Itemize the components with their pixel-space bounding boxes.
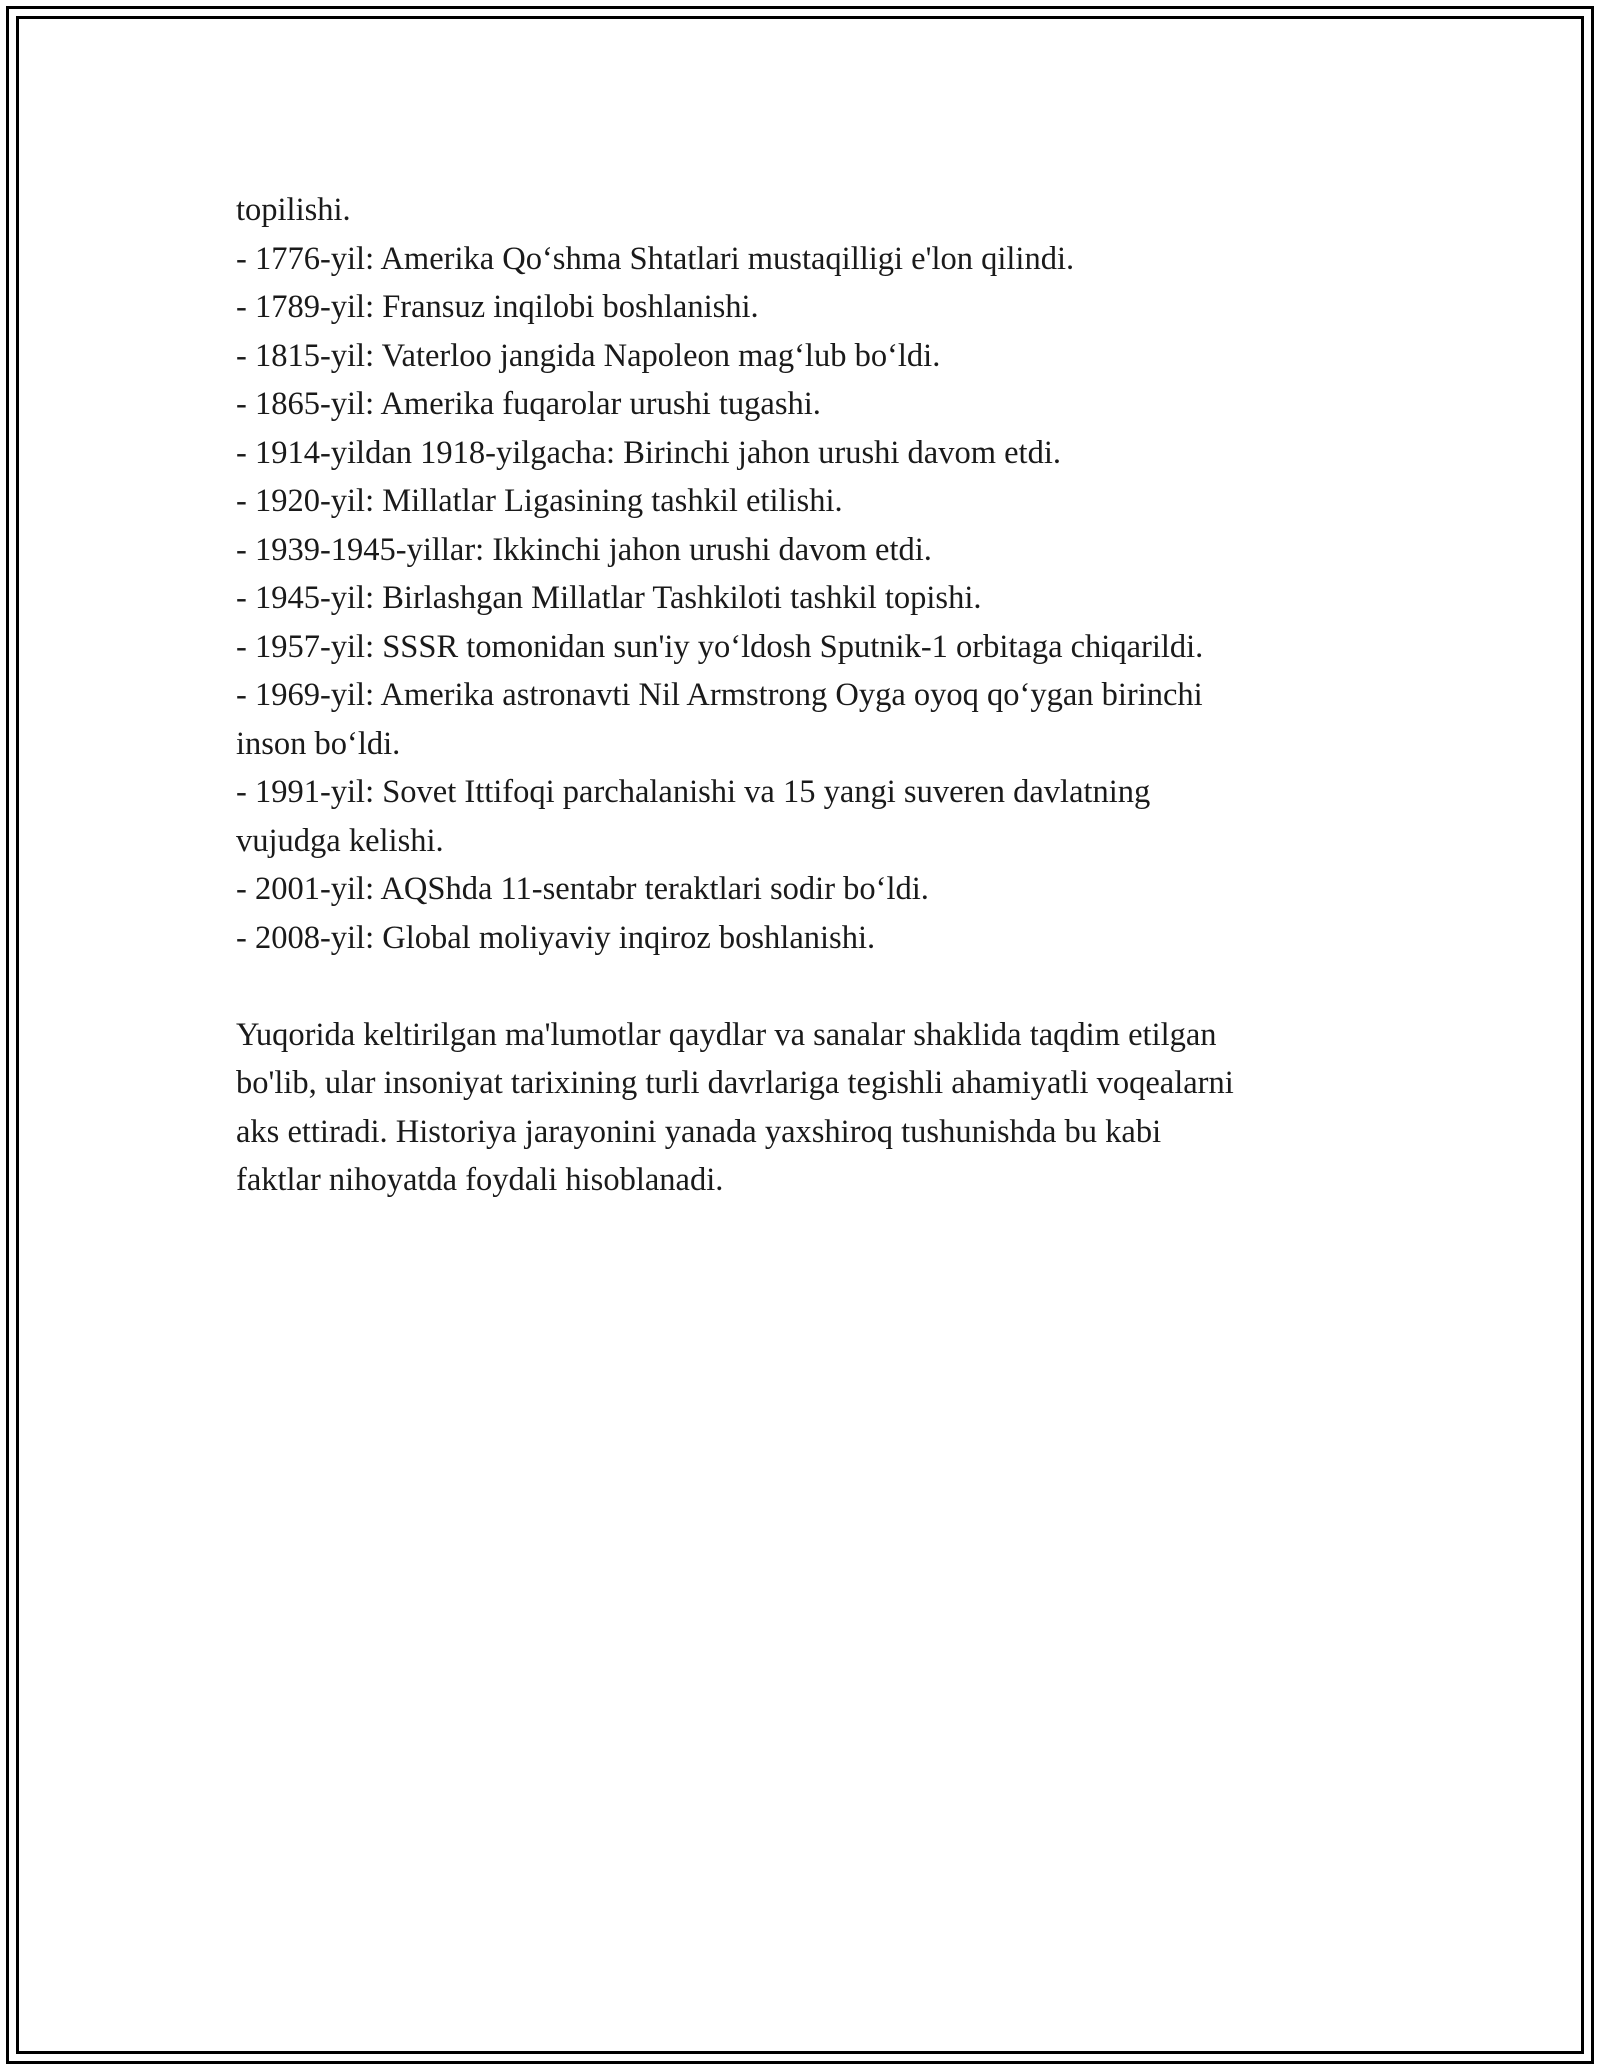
timeline-item: - 1991-yil: Sovet Ittifoqi parchalanishi va 15 yangi suveren davlatning [236, 774, 1151, 810]
timeline-item: - 1776-yil: Amerika Qo‘shma Shtatlari mustaqilligi e'lon qilindi. [236, 240, 1075, 277]
timeline-item: - 2001-yil: AQShda 11-sentabr teraktlari sodir bo‘ldi. [236, 871, 929, 907]
paragraph-line: faktlar nihoyatda foydali hisoblanadi. [236, 1162, 724, 1198]
document-body [236, 186, 1366, 1205]
timeline-list [236, 186, 1366, 962]
paragraph-line: Yuqorida keltirilgan ma'lumotlar qaydlar va sanalar shaklida taqdim etilgan [236, 1016, 1217, 1053]
timeline-item: - 1969-yil: Amerika astronavti Nil Armstrong Oyga oyoq qo‘ygan birinchi [236, 677, 1203, 713]
timeline-item: - 2008-yil: Global moliyaviy inqiroz boshlanishi. [236, 919, 876, 956]
closing-paragraph [236, 1011, 1366, 1205]
timeline-item: - 1957-yil: SSSR tomonidan sun'iy yo‘ldosh Sputnik-1 orbitaga chiqarildi. [236, 628, 1204, 665]
timeline-item: - 1914-yildan 1918-yilgacha: Birinchi jahon urushi davom etdi. [236, 434, 1061, 471]
timeline-item: - 1945-yil: Birlashgan Millatlar Tashkiloti tashkil topishi. [236, 580, 982, 616]
timeline-item: - 1920-yil: Millatlar Ligasining tashkil etilishi. [236, 483, 843, 519]
text-line: topilishi. [236, 192, 351, 228]
timeline-item: - 1939-1945-yillar: Ikkinchi jahon urushi davom etdi. [236, 531, 932, 568]
timeline-item: - 1789-yil: Fransuz inqilobi boshlanishi. [236, 289, 759, 325]
timeline-item: - 1865-yil: Amerika fuqarolar urushi tugashi. [236, 386, 821, 422]
paragraph-line: bo'lib, ular insoniyat tarixining turli davrlariga tegishli ahamiyatli voqealarni [236, 1065, 1234, 1101]
timeline-item-continuation: vujudga kelishi. [236, 822, 444, 859]
paragraph-line: aks ettiradi. Historiya jarayonini yanada yaxshiroq tushunishda bu kabi [236, 1113, 1162, 1150]
timeline-item-continuation: inson bo‘ldi. [236, 725, 401, 762]
timeline-item: - 1815-yil: Vaterloo jangida Napoleon mag‘lub bo‘ldi. [236, 337, 941, 374]
paragraph-gap [236, 962, 1366, 1011]
